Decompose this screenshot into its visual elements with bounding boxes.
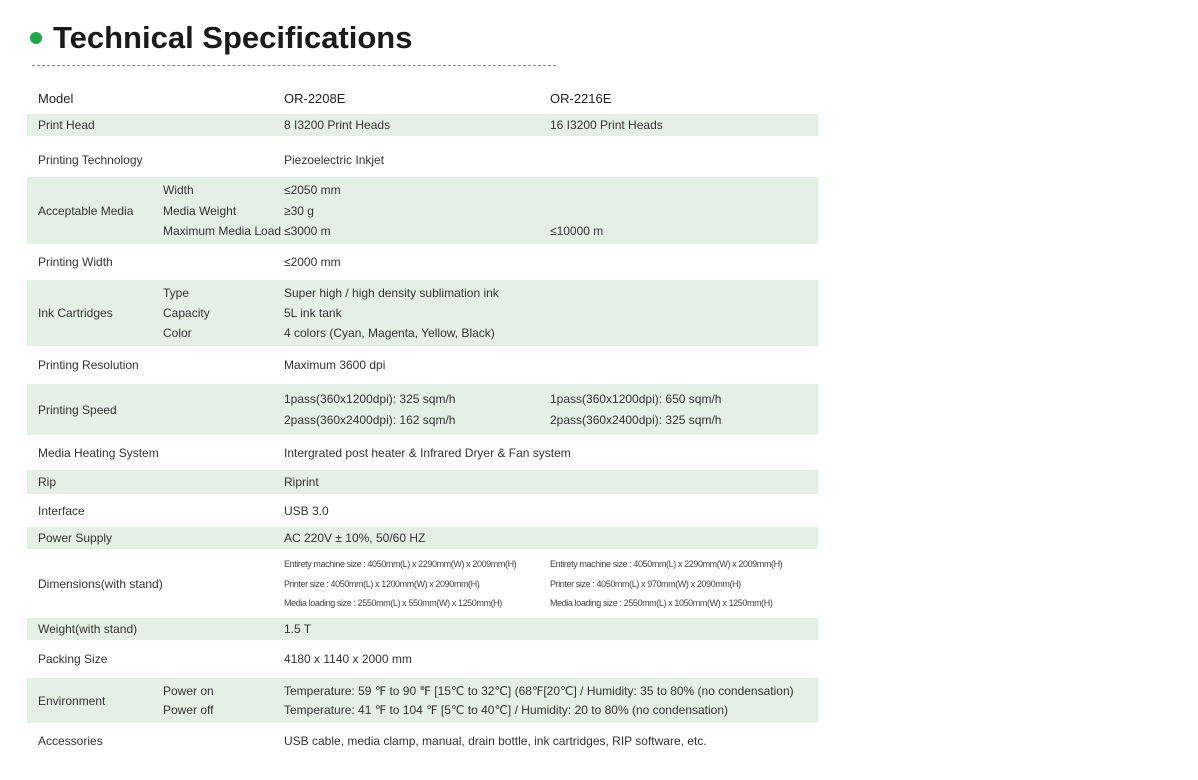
row-value-a: ≤2000 mm [284,255,341,269]
row-label: Weight(with stand) [38,622,138,636]
row-value-a: 4180 x 1140 x 2000 mm [284,652,412,666]
row-label: Printing Speed [38,402,117,417]
row-label: Rip [38,475,57,489]
table-row [27,244,818,280]
row-sublabel: Power on [163,683,214,698]
row-value-a: Super high / high density sublimation ink [284,286,499,300]
row-value-a: Entirety machine size : 4050mm(L) x 2290mm(W) x 2009mm(H) [284,558,517,569]
row-value-a: ≥30 g [284,203,314,218]
row-label: Printing Resolution [38,358,139,372]
row-value-a: Riprint [284,475,319,489]
row-sublabel: Maximum Media Load [163,223,282,238]
row-value-a: 2pass(360x2400dpi): 162 sqm/h [284,413,456,428]
row-value-a: Intergrated post heater & Infrared Dryer & Fan system [284,445,571,460]
table-row [27,494,818,527]
row-value-a: ≤2050 mm [284,183,341,198]
table-row [27,177,818,244]
row-value-a: 1.5 T [284,622,312,636]
row-label: Packing Size [38,652,108,666]
row-value-a: AC 220V ± 10%, 50/60 HZ [284,531,426,545]
table-row [27,678,818,723]
row-value-a: 8 I3200 Print Heads [284,118,391,132]
table-row [27,346,818,384]
table-row [27,435,818,470]
table-row [27,618,818,640]
row-sublabel: Type [163,286,190,300]
row-value-b: Printer size : 4050mm(L) x 970mm(W) x 2090mm(H) [550,578,741,589]
row-value-a: Temperature: 41 ℉ to 104 ℉ [5℃ to 40℃] / Humidity: 20 to 80% (no condensation) [284,703,729,718]
row-label: Printing Width [38,255,113,269]
row-label: Dimensions(with stand) [38,576,163,591]
row-label: Print Head [38,118,95,132]
dashed-divider [32,65,556,66]
table-row [27,384,818,435]
table-row [27,114,818,136]
header-model-b: OR-2216E [550,90,612,106]
row-value-a: Piezoelectric Inkjet [284,153,385,167]
row-label: Printing Technology [38,153,143,167]
row-value-b: 1pass(360x1200dpi): 650 sqm/h [550,391,722,406]
row-label: Accessories [38,734,103,748]
page-heading [30,16,412,60]
table-row [27,470,818,494]
row-value-b: 16 I3200 Print Heads [550,118,663,132]
bullet-dot-icon [30,32,42,44]
row-label: Ink Cartridges [38,306,113,320]
row-value-a: Temperature: 59 ℉ to 90 ℉ [15℃ to 32℃] (68℉[20℃] / Humidity: 35 to 80% (no condensation) [284,683,794,698]
row-value-a: ≤3000 m [284,223,331,238]
table-row [27,640,818,678]
table-row [27,549,818,618]
table-row [27,150,818,170]
spec-table [27,82,818,759]
row-value-a: 5L ink tank [284,306,342,320]
header-model-a: OR-2208E [284,90,346,106]
row-value-a: 1pass(360x1200dpi): 325 sqm/h [284,391,456,406]
row-sublabel: Color [163,326,192,340]
row-value-a: USB cable, media clamp, manual, drain bottle, ink cartridges, RIP software, etc. [284,734,707,748]
row-value-a: Printer size : 4050mm(L) x 1200mm(W) x 2090mm(H) [284,578,480,589]
row-value-b: Entirety machine size : 4050mm(L) x 2290mm(W) x 2009mm(H) [550,558,783,569]
row-sublabel: Width [163,183,194,198]
row-label: Media Heating System [38,445,159,460]
row-label: Environment [38,693,106,708]
row-label: Power Supply [38,531,113,545]
row-sublabel: Media Weight [163,203,237,218]
table-header-row [27,82,818,114]
row-sublabel: Power off [163,703,214,718]
row-sublabel: Capacity [163,306,210,320]
row-value-b: 2pass(360x2400dpi): 325 sqm/h [550,413,722,428]
header-model-label: Model [38,90,74,106]
table-row [27,527,818,549]
row-value-a: USB 3.0 [284,503,329,518]
page-title: Technical Specifications [53,20,413,55]
table-row [27,280,818,346]
table-row [27,723,818,759]
row-value-a: Maximum 3600 dpi [284,358,386,372]
row-value-b: Media loading size : 2550mm(L) x 1050mm(W) x 1250mm(H) [550,598,773,609]
row-value-b: ≤10000 m [550,223,604,238]
row-value-a: 4 colors (Cyan, Magenta, Yellow, Black) [284,326,495,340]
row-value-a: Media loading size : 2550mm(L) x 550mm(W) x 1250mm(H) [284,598,502,609]
row-label: Acceptable Media [38,203,134,218]
row-label: Interface [38,503,85,518]
